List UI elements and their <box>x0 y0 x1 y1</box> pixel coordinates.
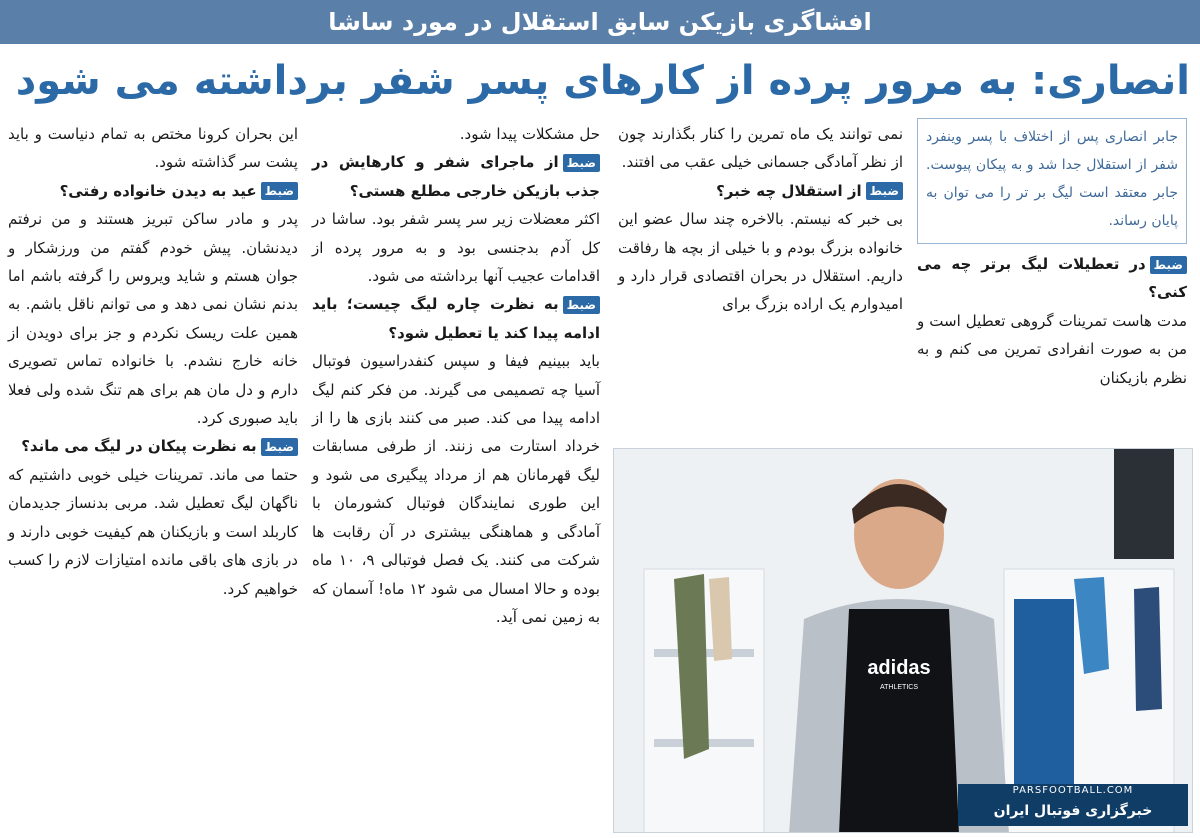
question <box>618 177 903 205</box>
question-text: به نظرت پیکان در لیگ می ماند؟ <box>21 437 257 456</box>
kicker-bar: افشاگری بازیکن سابق استقلال در مورد ساشا <box>0 0 1200 44</box>
column-2 <box>618 120 903 440</box>
watermark-site: PARSFOOTBALL.COM <box>1012 785 1134 796</box>
watermark-name: خبرگزاری فوتبال ایران <box>993 803 1153 819</box>
badge-icon: ضبط <box>261 182 298 200</box>
answer: اکثر معضلات زیر سر پسر شفر بود. ساشا در کل آدم بدجنسی بود و به مرور پرده از اقدامات عجیب آنها برداشته می شود. <box>312 210 600 286</box>
lead-box: جابر انصاری پس از اختلاف با پسر وینفرد شفر از استقلال جدا شد و به پیکان پیوست. جابر معتقد است لیگ بر تر را می توان به پایان رساند. <box>917 118 1187 244</box>
question-text: از استقلال چه خبر؟ <box>716 181 862 200</box>
question <box>917 250 1187 307</box>
answer: نمی توانند یک ماه تمرین را کنار بگذارند چون از نظر آمادگی جسمانی خیلی عقب می افتند. <box>618 125 903 172</box>
answer: حل مشکلات پیدا شود. <box>459 125 600 143</box>
column-4 <box>8 120 298 832</box>
answer: پدر و مادر ساکن تبریز هستند و من نرفتم دیدنشان. پیش خودم گفتم من ورزشکار و جوان هستم و شاید ویروس را گرفته باشم اما بدنم نشان نمی دهد و می توانم ناقل باشم. به همین علت ریسک نکردم و جز برای دویدن از خانه خارج نشدم. با خانواده تماس تصویری دارم و دل مان هم برای هم تنگ شده ولی فعلا باید صبوری کرد. <box>8 210 298 428</box>
answer: مدت هاست تمرینات گروهی تعطیل است و من به صورت انفرادی تمرین می کنم و به نظرم بازیکنان <box>917 311 1187 387</box>
question-text: در تعطیلات لیگ برتر چه می کنی؟ <box>917 255 1187 302</box>
answer: حتما می ماند. تمرینات خیلی خوبی داشتیم که ناگهان لیگ تعطیل شد. مربی بدنساز جدیدمان کاربلد است و بازیکنان هم کیفیت خوبی دارند و در بازی های باقی مانده امتیازات لازم را کسب خواهیم کرد. <box>8 465 298 598</box>
badge-icon: ضبط <box>866 182 903 200</box>
answer: بی خبر که نیستم. بالاخره چند سال عضو این خانواده بزرگ بودم و با خیلی از بچه ها رفاقت داریم. استقلال در بحران اقتصادی قرار دارد و امیدوارم یک اراده بزرگ برای <box>618 210 903 314</box>
question <box>8 177 298 205</box>
column-3 <box>312 120 600 832</box>
question <box>312 290 600 347</box>
shirt-brand-text: adidas <box>867 657 931 679</box>
question-text: عید به دیدن خانواده رفتی؟ <box>59 181 257 200</box>
column-1 <box>917 250 1187 440</box>
badge-icon: ضبط <box>563 154 600 172</box>
badge-icon: ضبط <box>563 296 600 314</box>
badge-icon: ضبط <box>1150 256 1187 274</box>
photo-illustration <box>614 449 1193 833</box>
answer: این بحران کرونا مختص به تمام دنیاست و باید پشت سر گذاشته شود. <box>8 125 298 172</box>
question <box>312 148 600 205</box>
photo <box>613 448 1193 833</box>
answer: باید ببینیم فیفا و سپس کنفدراسیون فوتبال آسیا چه تصمیمی می گیرند. من فکر کنم لیگ ادامه پیدا می کند. صبر می کنند بازی ها را از خرداد استارت می زنند. از طرفی مسابقات لیگ قهرمانان هم از مرداد پیگیری می شود و این طوری نمایندگان فوتبال کشورمان با آمادگی و هماهنگی بیشتری در آن رقابت ها شرکت می کنند. یک فصل فوتبالی ۹، ۱۰ ماه بوده و حالا امسال می شود ۱۲ ماه! آسمان که به زمین نمی آید. <box>312 352 600 626</box>
shirt-sub-text: ATHLETICS <box>880 684 918 691</box>
question-text: به نظرت چاره لیگ چیست؛ باید ادامه پیدا کند یا تعطیل شود؟ <box>312 295 600 342</box>
headline: انصاری: به مرور پرده از کارهای پسر شفر برداشته می شود <box>15 58 1190 104</box>
question <box>8 432 298 460</box>
watermark <box>958 784 1188 826</box>
badge-icon: ضبط <box>261 438 298 456</box>
question-text: از ماجرای شفر و کارهایش در جذب بازیکن خارجی مطلع هستی؟ <box>312 153 600 200</box>
